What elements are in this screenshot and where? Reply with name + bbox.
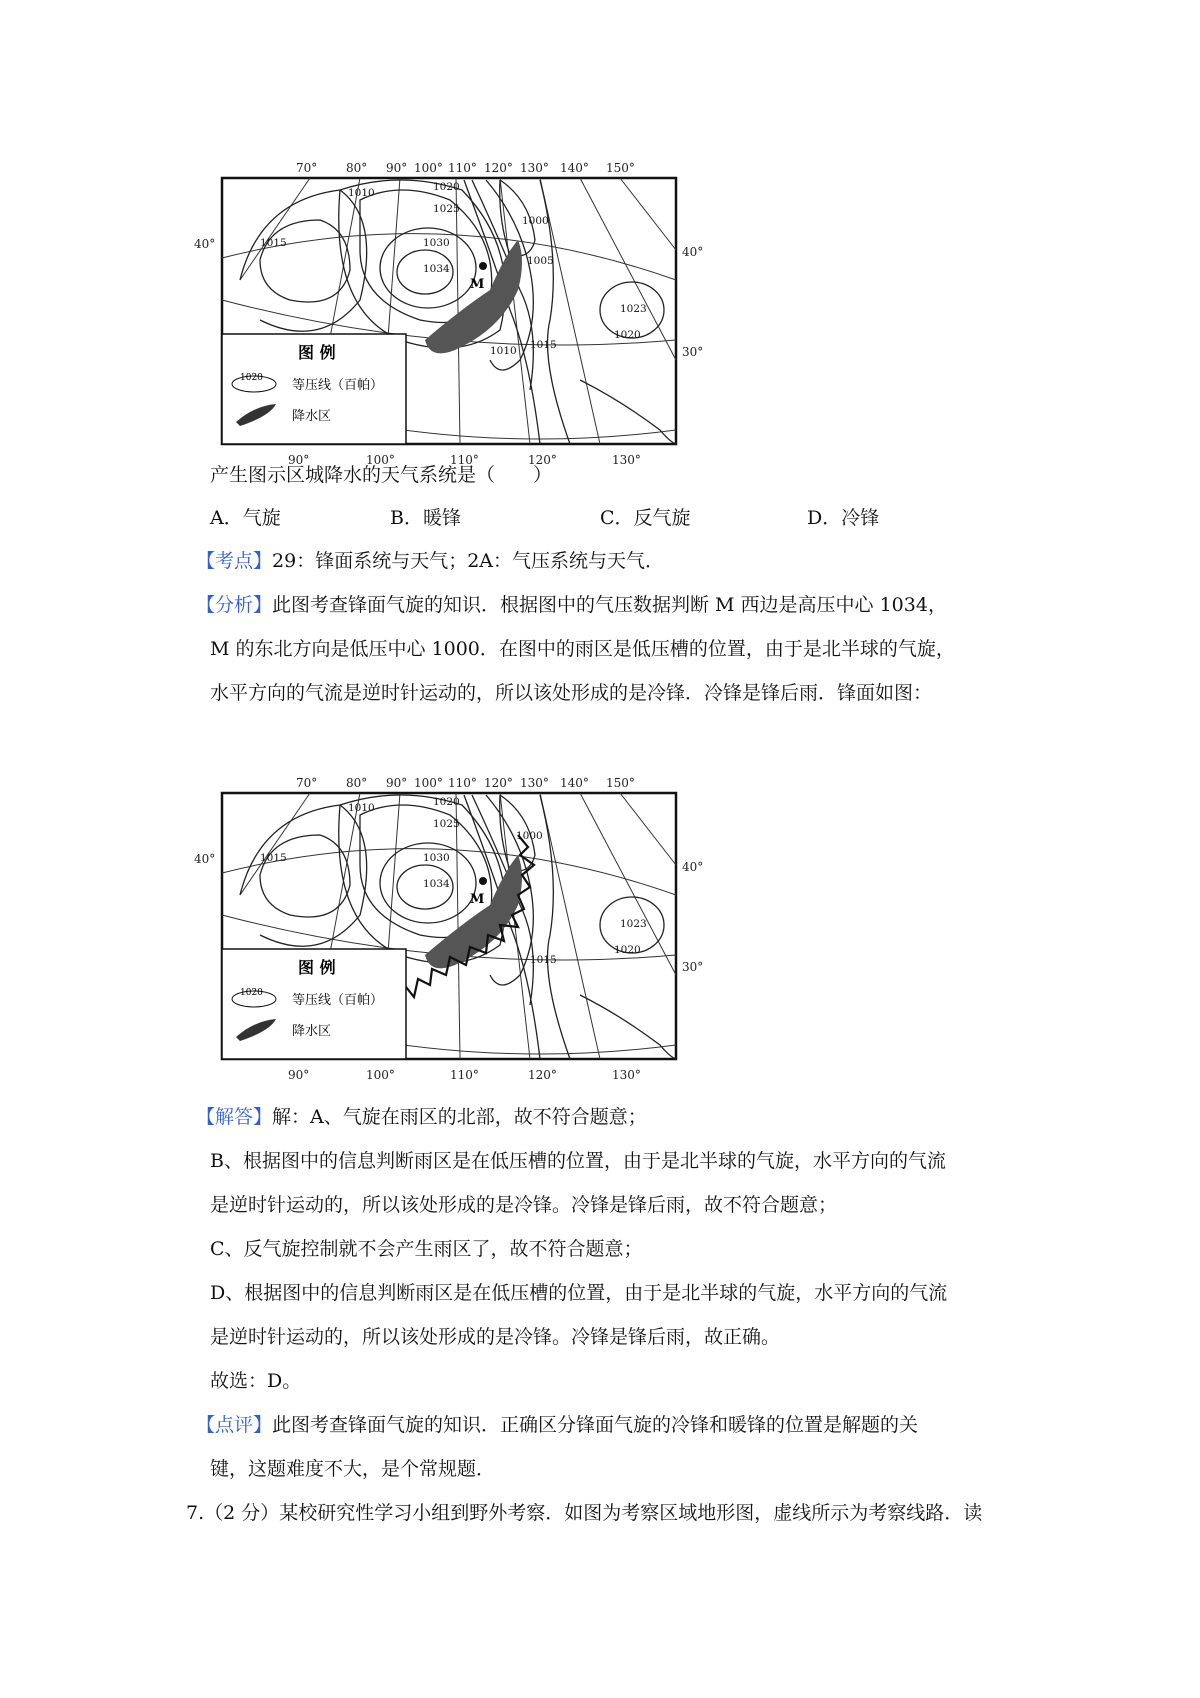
- jieda-text: 解：A、气旋在雨区的北部，故不符合题意；: [272, 1106, 647, 1128]
- isobar-label: 1015: [260, 852, 287, 864]
- lat-label: 40°: [194, 852, 216, 866]
- isobar-label: 1010: [348, 187, 375, 199]
- lon-label: 120°: [484, 161, 513, 175]
- lon-label: 90°: [288, 1068, 310, 1082]
- fenxi-line-3: 水平方向的气流是逆时针运动的，所以该处形成的是冷锋．冷锋是锋后雨．锋面如图：: [210, 682, 933, 704]
- legend-isobar-sample: 1020: [240, 373, 263, 383]
- dianping-line-1: [196, 1410, 918, 1440]
- isobar-label: 1023: [620, 303, 647, 315]
- isobar-label: 1020: [433, 181, 460, 193]
- legend-isobar-sample: 1020: [240, 988, 263, 998]
- rain-area: [425, 855, 522, 968]
- dianping-tag: 【点评】: [196, 1414, 273, 1436]
- dianping-line-2: 键，这题难度不大，是个常规题．: [210, 1458, 496, 1480]
- jieda-line-5: D、根据图中的信息判断雨区是在低压槽的位置，由于是北半球的气旋，水平方向的气流: [210, 1282, 948, 1304]
- lat-label: 30°: [682, 960, 704, 974]
- option-c: C．反气旋: [600, 507, 691, 529]
- isobar-label: 1015: [530, 954, 557, 966]
- isobar-label: 1020: [614, 944, 641, 956]
- jieda-line-3: 是逆时针运动的，所以该处形成的是冷锋。冷锋是锋后雨，故不符合题意；: [210, 1194, 838, 1216]
- lon-label: 130°: [612, 1068, 641, 1082]
- lon-label: 90°: [288, 453, 310, 467]
- jieda-line-2: B、根据图中的信息判断雨区是在低压槽的位置，由于是北半球的气旋，水平方向的气流: [210, 1150, 946, 1172]
- lon-label: 90°: [386, 161, 408, 175]
- isobar-label: 1025: [433, 818, 460, 830]
- isobar-label: 1010: [348, 802, 375, 814]
- isobar-label: 1034: [423, 878, 450, 890]
- lat-label: 40°: [682, 245, 704, 259]
- lon-label: 130°: [612, 453, 641, 467]
- point-m: [479, 877, 487, 885]
- lon-label: 140°: [560, 161, 589, 175]
- lon-label: 100°: [366, 453, 395, 467]
- lat-label: 30°: [682, 345, 704, 359]
- lon-label: 100°: [366, 1068, 395, 1082]
- legend-rain-text: 降水区: [292, 409, 332, 424]
- jieda-line-7: 故选：D。: [210, 1370, 302, 1392]
- isobar-label: 1030: [423, 852, 450, 864]
- lon-label: 110°: [448, 776, 477, 790]
- isobar-label: 1020: [433, 796, 460, 808]
- lon-label: 130°: [520, 161, 549, 175]
- lon-label: 70°: [296, 161, 318, 175]
- isobar-label: 1015: [530, 339, 557, 351]
- isobar-label: 1023: [620, 918, 647, 930]
- fenxi-text: 此图考查锋面气旋的知识．根据图中的气压数据判断 M 西边是高压中心 1034，: [272, 594, 947, 616]
- kaodian-text: 29：锋面系统与天气；2A：气压系统与天气．: [272, 550, 665, 572]
- lat-label: 40°: [682, 860, 704, 874]
- option-d: D．冷锋: [807, 507, 880, 529]
- option-a: A．气旋: [210, 507, 281, 529]
- legend-isobar-text: 等压线（百帕）: [292, 993, 384, 1008]
- weather-map-2: [194, 775, 740, 1085]
- lon-label: 150°: [606, 161, 635, 175]
- lon-label: 70°: [296, 776, 318, 790]
- weather-map-svg-front: [194, 775, 740, 1085]
- next-question: 7.（2 分）某校研究性学习小组到野外考察．如图为考察区域地形图，虚线所示为考察线路．读: [186, 1502, 983, 1524]
- option-b: B．暖锋: [390, 507, 461, 529]
- jieda-tag: 【解答】: [196, 1106, 273, 1128]
- point-m-label: M: [470, 892, 485, 907]
- fenxi-line-2: M 的东北方向是低压中心 1000．在图中的雨区是低压槽的位置，由于是北半球的气旋，: [210, 638, 955, 660]
- isobar-label: 1005: [527, 255, 554, 267]
- lat-label: 40°: [194, 237, 216, 251]
- kaodian: [196, 546, 664, 576]
- legend-title: 图 例: [298, 958, 336, 977]
- lon-label: 120°: [528, 1068, 557, 1082]
- weather-map-svg: [194, 160, 740, 470]
- lon-label: 100°: [414, 161, 443, 175]
- isobar-label: 1020: [614, 329, 641, 341]
- isobar-label: 1000: [516, 830, 543, 842]
- lon-label: 80°: [346, 161, 368, 175]
- lon-label: 120°: [528, 453, 557, 467]
- lon-label: 120°: [484, 776, 513, 790]
- isobar-label: 1030: [423, 237, 450, 249]
- isobar-label: 1010: [490, 345, 517, 357]
- lon-label: 110°: [450, 1068, 479, 1082]
- fenxi-tag: 【分析】: [196, 594, 273, 616]
- dianping-text: 此图考查锋面气旋的知识．正确区分锋面气旋的冷锋和暖锋的位置是解题的关: [272, 1414, 919, 1436]
- legend-isobar-text: 等压线（百帕）: [292, 378, 384, 393]
- point-m-label: M: [470, 277, 485, 292]
- jieda-line-4: C、反气旋控制就不会产生雨区了，故不符合题意；: [210, 1238, 643, 1260]
- isobar-label: 1015: [260, 237, 287, 249]
- lon-label: 150°: [606, 776, 635, 790]
- lon-label: 110°: [450, 453, 479, 467]
- fenxi-line-1: [196, 590, 947, 620]
- kaodian-tag: 【考点】: [196, 550, 273, 572]
- isobar-label: 1000: [522, 215, 549, 227]
- lon-label: 80°: [346, 776, 368, 790]
- jieda-line-6: 是逆时针运动的，所以该处形成的是冷锋。冷锋是锋后雨，故正确。: [210, 1326, 781, 1348]
- lon-label: 100°: [414, 776, 443, 790]
- point-m: [479, 262, 487, 270]
- lon-label: 130°: [520, 776, 549, 790]
- jieda-line-1: [196, 1102, 647, 1132]
- rain-area: [425, 240, 522, 353]
- legend-rain-text: 降水区: [292, 1024, 332, 1039]
- legend-title: 图 例: [298, 343, 336, 362]
- isobar-label: 1034: [423, 263, 450, 275]
- isobar-label: 1025: [433, 203, 460, 215]
- weather-map-1: [194, 160, 740, 470]
- question-stem: 产生图示区城降水的天气系统是（ ）: [210, 464, 553, 486]
- lon-label: 140°: [560, 776, 589, 790]
- lon-label: 110°: [448, 161, 477, 175]
- lon-label: 90°: [386, 776, 408, 790]
